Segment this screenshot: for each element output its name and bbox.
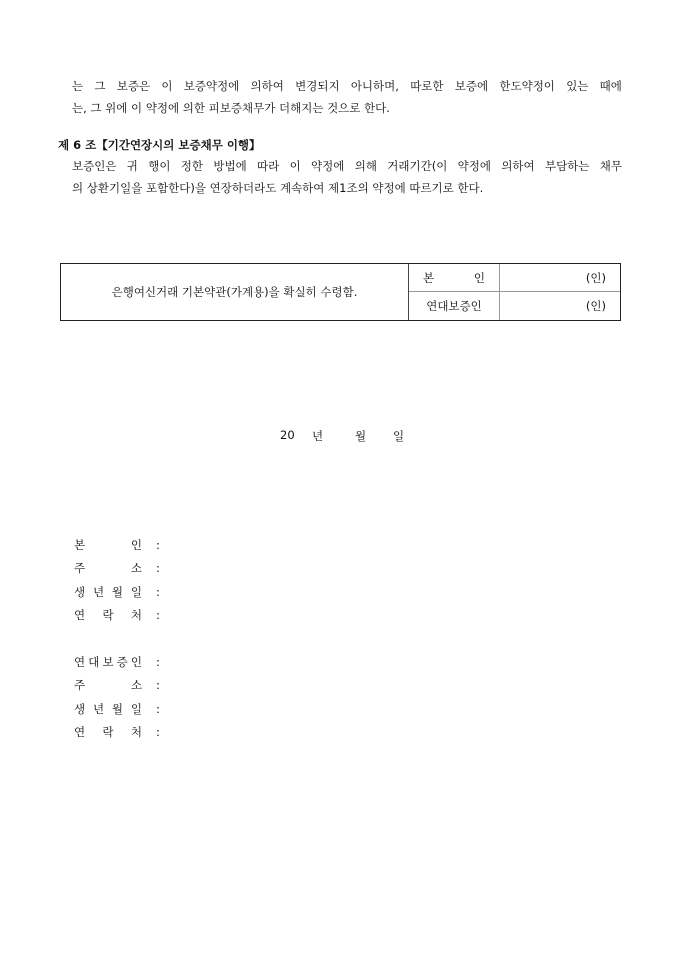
label-char: 증 <box>116 654 128 669</box>
continuation-line-1 <box>72 75 622 97</box>
word: 아니하며, <box>350 79 399 93</box>
receipt-statement: 은행여신거래 기본약관(가계용)을 확실히 수령함. <box>61 264 409 320</box>
word: 보증약정에 <box>183 79 240 93</box>
label-char: 연 <box>74 608 86 623</box>
word: 변경되지 <box>295 79 340 93</box>
article-6-line-2: 의 상환기일을 포함한다)을 연장하더라도 계속하여 제1조의 약정에 따르기로 한다. <box>72 181 484 195</box>
info-row-colon: : <box>156 725 160 740</box>
info-row-label <box>74 677 142 693</box>
word: 의하여 <box>250 79 284 93</box>
label-char: 본 <box>74 537 86 552</box>
label-char: 락 <box>102 608 114 623</box>
info-row-label <box>74 607 142 623</box>
info-row-colon: : <box>156 561 160 576</box>
guarantor-info-block <box>74 650 160 744</box>
info-row-label <box>74 560 142 576</box>
label-char: 년 <box>92 584 105 599</box>
date-year-unit: 년 <box>312 429 324 443</box>
info-row-label <box>74 724 142 740</box>
word: 이 <box>289 159 301 173</box>
label-char: 월 <box>111 701 124 716</box>
info-row-colon: : <box>156 537 160 552</box>
principal-role-char: 인 <box>473 270 485 285</box>
label-char: 생 <box>74 701 86 716</box>
word: 이 <box>161 79 173 93</box>
info-row <box>74 674 160 698</box>
label-char: 대 <box>88 654 100 669</box>
word: 따로한 <box>410 79 444 93</box>
info-row <box>74 604 160 628</box>
info-row-label <box>74 537 142 553</box>
word: 약정에 <box>457 159 491 173</box>
word: 의해 <box>354 159 377 173</box>
label-char: 일 <box>130 701 142 716</box>
label-char: 연 <box>74 725 86 740</box>
receipt-acknowledgement-table <box>60 263 621 321</box>
info-row-colon: : <box>156 608 160 623</box>
info-row-label <box>74 701 142 717</box>
word: 정한 <box>180 159 204 173</box>
label-char: 보 <box>102 654 114 669</box>
label-char: 월 <box>111 584 124 599</box>
info-row <box>74 697 160 721</box>
info-row <box>74 650 160 674</box>
label-char: 주 <box>74 561 86 576</box>
word: 보증인은 <box>72 159 117 173</box>
label-char: 소 <box>130 561 142 576</box>
word: 귀 <box>126 159 138 173</box>
word: 채무 <box>599 159 622 173</box>
label-char: 주 <box>74 678 86 693</box>
word: 거래기간(이 <box>387 159 448 173</box>
word: 는 <box>72 79 84 93</box>
guarantor-seal-field[interactable] <box>500 292 620 320</box>
article-6-line-1 <box>72 155 622 177</box>
principal-seal-field[interactable] <box>500 264 620 292</box>
principal-info-block <box>74 533 160 627</box>
info-row-colon: : <box>156 584 160 599</box>
word: 보증에 <box>454 79 489 93</box>
info-row <box>74 557 160 581</box>
info-row-colon: : <box>156 654 160 669</box>
word: 약정에 <box>311 159 345 173</box>
label-char: 락 <box>102 725 114 740</box>
info-row-colon: : <box>156 701 160 716</box>
label-char: 인 <box>130 537 142 552</box>
info-row-label <box>74 584 142 600</box>
label-char: 일 <box>130 584 142 599</box>
word: 있는 <box>566 79 589 93</box>
word: 보증은 <box>116 79 151 93</box>
date-day-unit: 일 <box>393 429 405 443</box>
date-month-unit: 월 <box>355 429 367 443</box>
date-line <box>280 428 404 444</box>
article-6-body <box>72 155 622 199</box>
word: 방법에 <box>213 159 247 173</box>
info-row <box>74 580 160 604</box>
label-char: 소 <box>130 678 142 693</box>
label-char: 인 <box>130 654 142 669</box>
label-char: 연 <box>74 654 86 669</box>
info-row <box>74 721 160 745</box>
word: 부담하는 <box>545 159 590 173</box>
article-6-heading: 제 6 조【기간연장시의 보증채무 이행】 <box>58 138 261 152</box>
guarantor-seal-mark: (인) <box>585 299 606 313</box>
word: 한도약정이 <box>499 79 555 93</box>
continuation-line-2: 는, 그 위에 이 약정에 의한 피보증채무가 더해지는 것으로 한다. <box>72 101 390 115</box>
info-row-label <box>74 654 142 670</box>
principal-role-label <box>409 264 500 292</box>
principal-seal-mark: (인) <box>585 270 606 285</box>
word: 때에 <box>599 79 622 93</box>
info-row <box>74 533 160 557</box>
continuation-paragraph <box>72 75 622 119</box>
date-year-prefix: 20 <box>280 428 295 442</box>
guarantor-role-label: 연대보증인 <box>409 292 500 320</box>
word: 따라 <box>257 159 280 173</box>
label-char: 처 <box>130 608 142 623</box>
label-char: 년 <box>92 701 105 716</box>
word: 의하여 <box>501 159 535 173</box>
word: 행이 <box>148 159 171 173</box>
label-char: 처 <box>130 725 142 740</box>
word: 그 <box>94 79 106 93</box>
principal-role-char: 본 <box>423 270 435 285</box>
label-char: 생 <box>74 584 86 599</box>
info-row-colon: : <box>156 678 160 693</box>
